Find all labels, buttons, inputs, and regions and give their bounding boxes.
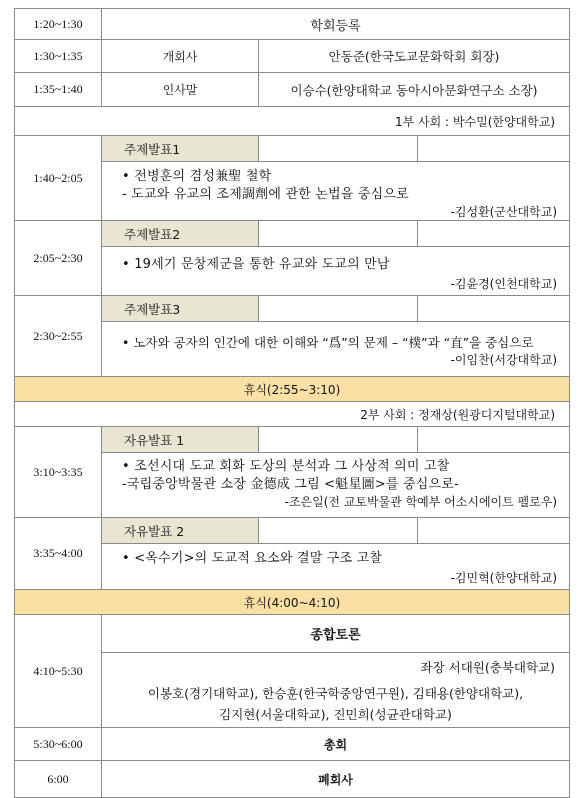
session-label: 주제발표3 <box>102 296 259 321</box>
discussion-title: 종합토론 <box>102 615 569 653</box>
row-discussion <box>15 615 570 728</box>
time-cell: 1:40~2:05 <box>15 136 102 221</box>
registration-title: 학회등록 <box>102 9 570 40</box>
session-label: 주제발표1 <box>102 136 259 161</box>
talk-title: • 조선시대 도교 회화 도상의 분석과 그 사상적 의미 고찰 <box>122 459 450 474</box>
row-talk3 <box>15 296 570 377</box>
row-part1-chair <box>15 107 570 136</box>
row-free2 <box>15 518 570 590</box>
time-cell: 3:35~4:00 <box>15 518 102 590</box>
row-free1 <box>15 427 570 518</box>
time-cell: 1:30~1:35 <box>15 40 102 73</box>
free2-cell <box>102 518 570 590</box>
row-opening <box>15 40 570 73</box>
time-cell: 5:30~6:00 <box>15 728 102 761</box>
time-cell: 3:10~3:35 <box>15 427 102 518</box>
time-cell: 6:00 <box>15 761 102 798</box>
discussion-panel-line2: 김지현(서울대학교), 진민희(성균관대학교) <box>219 707 452 722</box>
part2-chair: 2부 사회 : 정재상(원광디지털대학교) <box>15 402 570 427</box>
talk-subtitle: -국립중앙박물관 소장 金德成 그림 <魁星圖>를 중심으로- <box>122 477 459 492</box>
session-label: 자유발표 2 <box>102 518 259 543</box>
talk-title: • 19세기 문창제군을 통한 유교와 도교의 만남 <box>122 257 390 272</box>
greeting-label: 인사말 <box>102 73 259 107</box>
session-label: 주제발표2 <box>102 221 259 246</box>
talk-author: -조은일(전 교토박물관 학예부 어소시에이트 펠로우) <box>284 495 558 509</box>
session-label: 자유발표 1 <box>102 427 259 452</box>
talk-title: • <옥수기>의 도교적 요소와 결말 구조 고찰 <box>122 551 383 566</box>
talk-author: -김민혁(한양대학교) <box>450 571 558 585</box>
program-schedule-table <box>14 8 570 798</box>
talk-subtitle: - 도교와 유교의 조제調劑에 관한 논법을 중심으로 <box>122 187 409 202</box>
row-registration <box>15 9 570 40</box>
row-break2 <box>15 590 570 615</box>
greeting-person: 이승수(한양대학교 동아시아문화연구소 소장) <box>259 73 570 107</box>
talk3-cell <box>102 296 570 377</box>
general-meeting-title: 총회 <box>102 728 570 761</box>
row-part2-chair <box>15 402 570 427</box>
talk-title: • 전병훈의 겸성兼聖 철학 <box>122 169 272 184</box>
talk2-cell <box>102 221 570 296</box>
break-banner: 휴식(4:00~4:10) <box>15 590 570 615</box>
time-cell: 2:30~2:55 <box>15 296 102 377</box>
time-cell: 1:20~1:30 <box>15 9 102 40</box>
part1-chair: 1부 사회 : 박수밀(한양대학교) <box>15 107 570 136</box>
time-cell: 1:35~1:40 <box>15 73 102 107</box>
discussion-panel-line1: 이봉호(경기대학교), 한승훈(한국학중앙연구원), 김태용(한양대학교), <box>147 686 524 701</box>
row-talk1 <box>15 136 570 221</box>
talk-author: -김윤경(인천대학교) <box>450 277 558 291</box>
row-talk2 <box>15 221 570 296</box>
talk-title: • 노자와 공자의 인간에 대한 이해와 “爲”의 문제 – “樸”과 “直”을 중심으로 <box>122 335 534 350</box>
talk-author: -이임찬(서강대학교) <box>450 353 558 367</box>
time-cell: 4:10~5:30 <box>15 615 102 728</box>
talk-author: -김성환(군산대학교) <box>450 205 558 219</box>
time-cell: 2:05~2:30 <box>15 221 102 296</box>
row-general-meeting <box>15 728 570 761</box>
free1-cell <box>102 427 570 518</box>
closing-title: 폐회사 <box>102 761 570 798</box>
row-break1 <box>15 377 570 402</box>
opening-person: 안동준(한국도교문화학회 회장) <box>259 40 570 73</box>
discussion-cell <box>102 615 570 728</box>
opening-label: 개회사 <box>102 40 259 73</box>
talk1-cell <box>102 136 570 221</box>
break-banner: 휴식(2:55~3:10) <box>15 377 570 402</box>
discussion-chair: 좌장 서대원(충북대학교) <box>420 660 556 675</box>
row-greeting <box>15 73 570 107</box>
